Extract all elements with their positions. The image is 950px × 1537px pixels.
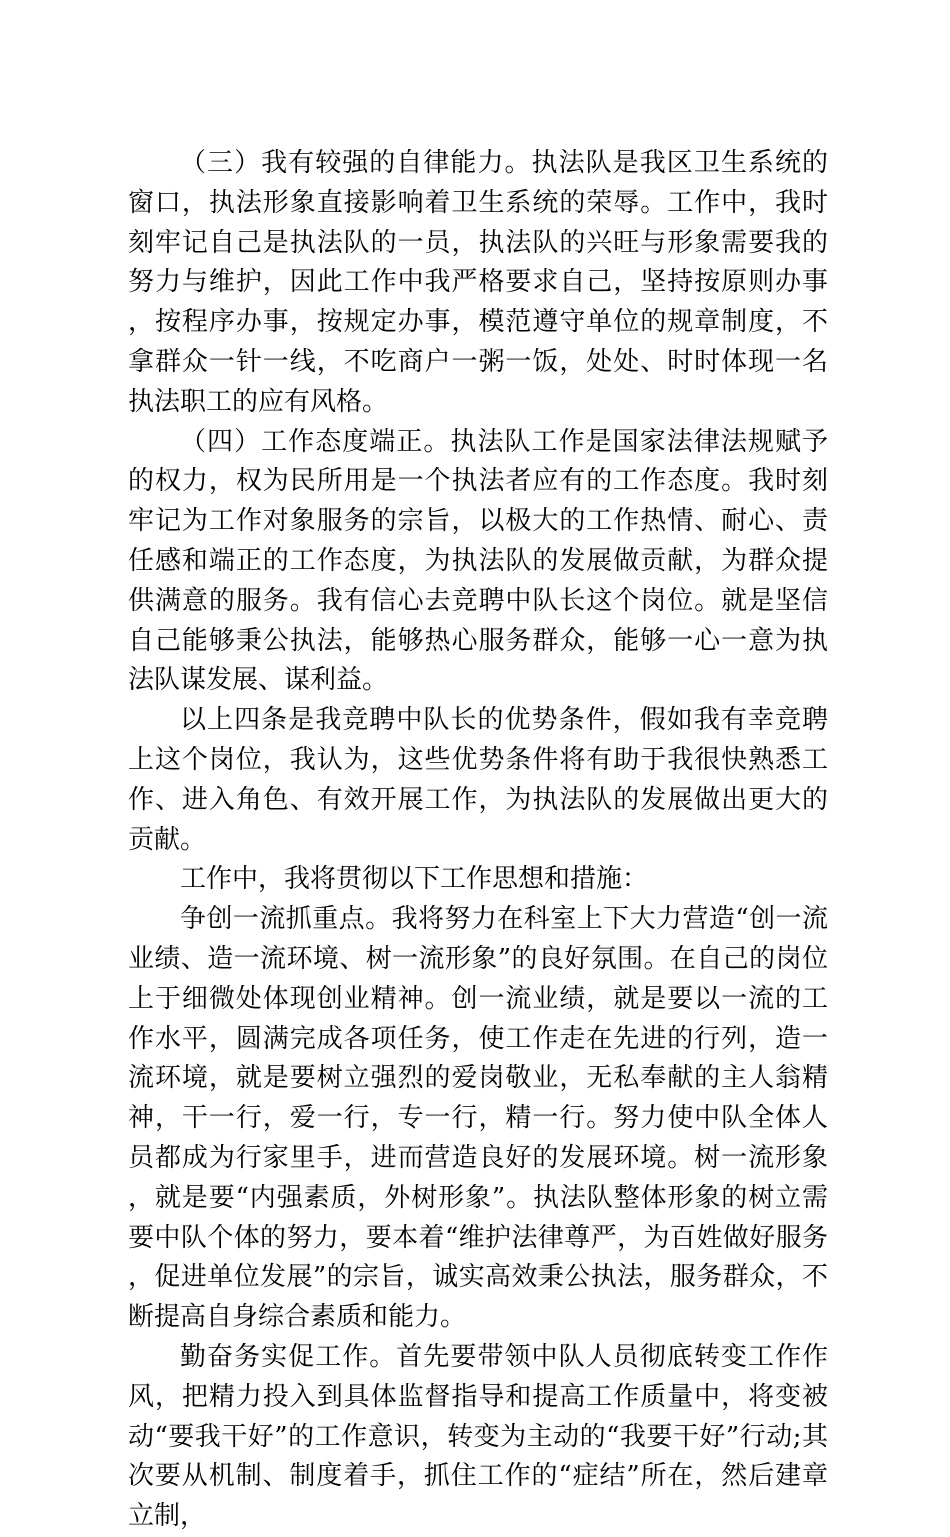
paragraph-self-discipline: （三）我有较强的自律能力。执法队是我区卫生系统的窗口，执法形象直接影响着卫生系统的荣辱。工作中，我时刻牢记自己是执法队的一员，执法队的兴旺与形象需要我的努力与维护，因此工作中我严格要求自己，坚持按原则办事，按程序办事，按规定办事，模范遵守单位的规章制度，不拿群众一针一线，不吃商户一粥一饭，处处、时时体现一名执法职工的应有风格。 <box>128 148 828 417</box>
paragraph-strive-first-class: 争创一流抓重点。我将努力在科室上下大力营造“创一流业绩、造一流环境、树一流形象”的良好氛围。在自己的岗位上于细微处体现创业精神。创一流业绩，就是要以一流的工作水平，圆满完成各项任务，使工作走在先进的行列，造一流环境，就是要树立强烈的爱岗敬业，无私奉献的主人翁精神，干一行，爱一行，专一行，精一行。努力使中队全体人员都成为行家里手，进而营造良好的发展环境。树一流形象，就是要“内强素质，外树形象”。执法队整体形象的树立需要中队个体的努力，要本着“维护法律尊严，为百姓做好服务，促进单位发展”的宗旨，诚实高效秉公执法，服务群众，不断提高自身综合素质和能力。 <box>128 904 828 1333</box>
paragraph-measures-intro: 工作中，我将贯彻以下工作思想和措施： <box>180 864 649 895</box>
paragraph-summary: 以上四条是我竞聘中队长的优势条件，假如我有幸竞聘上这个岗位，我认为，这些优势条件将有助于我很快熟悉工作、进入角色、有效开展工作，为执法队的发展做出更大的贡献。 <box>128 705 828 855</box>
document-body <box>128 144 828 1537</box>
paragraph-work-attitude: （四）工作态度端正。执法队工作是国家法律法规赋予的权力，权为民所用是一个执法者应有的工作态度。我时刻牢记为工作对象服务的宗旨，以极大的工作热情、耐心、责任感和端正的工作态度，为执法队的发展做贡献，为群众提供满意的服务。我有信心去竞聘中队长这个岗位。就是坚信自己能够秉公执法，能够热心服务群众，能够一心一意为执法队谋发展、谋利益。 <box>128 426 828 696</box>
paragraph-diligent-work: 勤奋务实促工作。首先要带领中队人员彻底转变工作作风，把精力投入到具体监督指导和提高工作质量中，将变被动“要我干好”的工作意识，转变为主动的“我要干好”行动;其次要从机制、制度着手，抓住工作的“症结”所在，然后建章立制， <box>128 1341 828 1532</box>
